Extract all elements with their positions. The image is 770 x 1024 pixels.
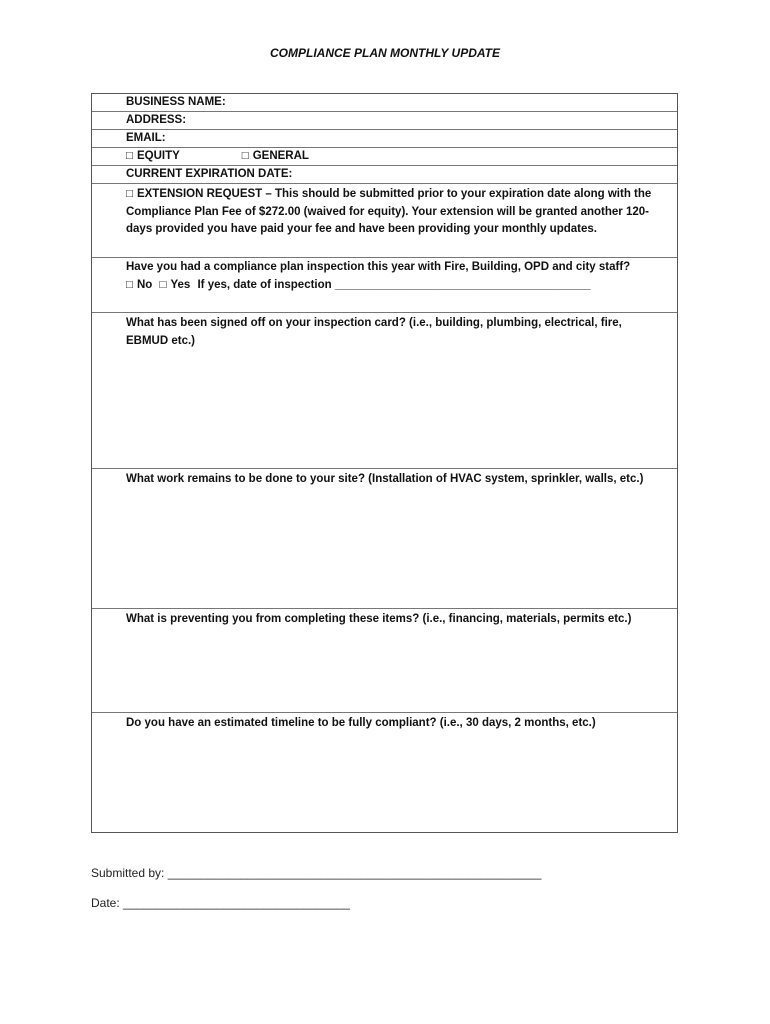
address-label: ADDRESS: bbox=[126, 114, 187, 126]
signed-off-answer-box[interactable] bbox=[92, 313, 677, 469]
general-checkbox[interactable]: □ bbox=[241, 150, 249, 162]
timeline-question: Do you have an estimated timeline to be fully compliant? (i.e., 30 days, 2 months, etc.) bbox=[126, 717, 596, 729]
compliance-form-table bbox=[91, 93, 678, 833]
inspection-no-label: No bbox=[136, 278, 153, 291]
timeline-answer-box[interactable] bbox=[92, 713, 677, 733]
email-label: EMAIL: bbox=[126, 132, 166, 144]
work-remains-answer-box[interactable] bbox=[92, 469, 677, 609]
equity-checkbox[interactable]: □ bbox=[126, 150, 133, 162]
business-name-field[interactable] bbox=[92, 94, 677, 112]
form-title: COMPLIANCE PLAN MONTHLY UPDATE bbox=[270, 46, 500, 60]
inspection-yes-checkbox[interactable]: □ bbox=[159, 278, 167, 291]
preventing-answer-box[interactable] bbox=[92, 609, 677, 713]
current-expiration-field[interactable] bbox=[92, 166, 677, 184]
date-field[interactable]: Date: __________________________________ bbox=[91, 896, 350, 910]
inspection-row bbox=[92, 258, 677, 313]
signed-off-question: What has been signed off on your inspection card? (i.e., building, plumbing, electrical, fire, EBMUD etc.) bbox=[126, 317, 622, 347]
address-field[interactable] bbox=[92, 112, 677, 130]
work-remains-question: What work remains to be done to your site? (Installation of HVAC system, sprinkler, walls, etc.) bbox=[126, 473, 644, 485]
general-label: GENERAL bbox=[252, 150, 309, 162]
extension-request-row bbox=[92, 184, 677, 258]
submitted-by-field[interactable]: Submitted by: ________________________________________________________ bbox=[91, 866, 542, 880]
preventing-question: What is preventing you from completing these items? (i.e., financing, materials, permits etc.) bbox=[126, 613, 632, 625]
inspection-question: Have you had a compliance plan inspection this year with Fire, Building, OPD and city staff? bbox=[126, 261, 631, 273]
inspection-yes-label: Yes bbox=[170, 278, 191, 291]
inspection-date-field[interactable]: If yes, date of inspection ________________________________________ bbox=[197, 278, 591, 291]
email-field[interactable] bbox=[92, 130, 677, 148]
extension-request-checkbox[interactable]: □ bbox=[126, 188, 133, 200]
type-selection-row bbox=[92, 148, 677, 166]
inspection-no-checkbox[interactable]: □ bbox=[126, 278, 133, 291]
extension-request-text: EXTENSION REQUEST – This should be submitted prior to your expiration date along with the Compliance Plan Fee of $272.00 (waived for equity). Your extension will be granted another 120-days provided you have paid your fee and have been providing your monthly updates. bbox=[126, 188, 652, 235]
business-name-label: BUSINESS NAME: bbox=[126, 96, 226, 108]
equity-label: EQUITY bbox=[136, 150, 180, 162]
current-expiration-label: CURRENT EXPIRATION DATE: bbox=[126, 168, 293, 180]
